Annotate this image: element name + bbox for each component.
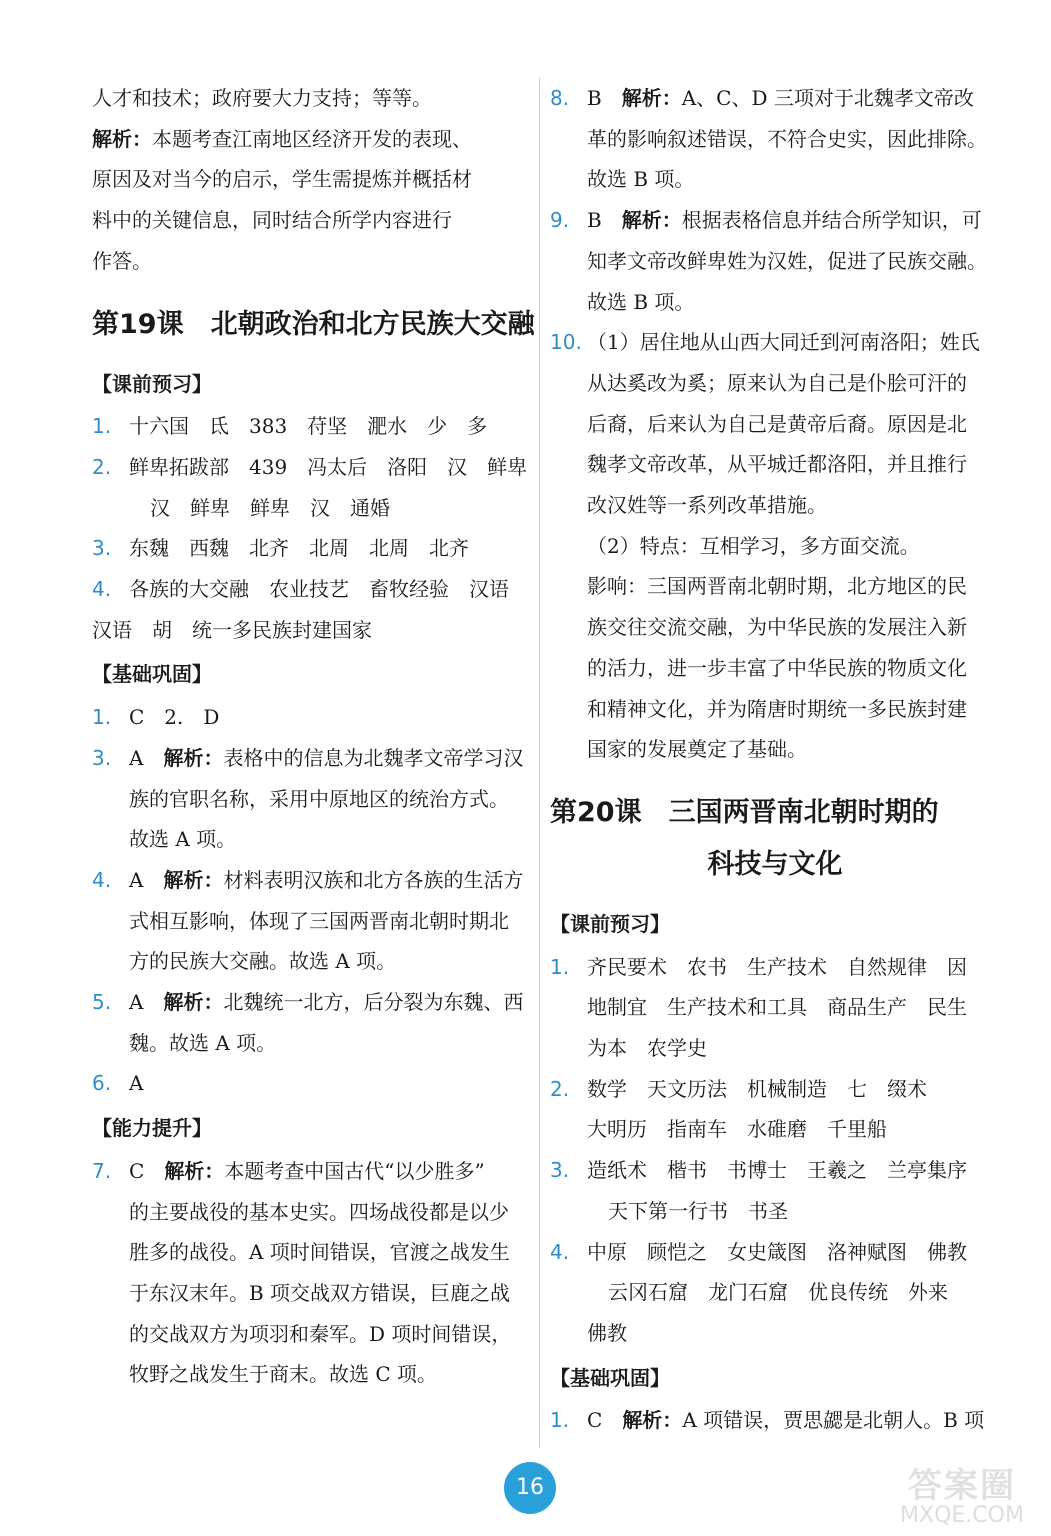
item-text: 十六国 氐 383 苻坚 淝水 少 多 [129, 414, 488, 439]
analysis-line: 知孝文帝改鲜卑姓为汉姓，促进了民族交融。 [587, 248, 987, 273]
preview-item-continued: 地制宜 生产技术和工具 商品生产 民生 [587, 995, 967, 1020]
ability-item [550, 78, 1000, 119]
item-number: 4. [92, 577, 112, 602]
item-number: 4. [92, 867, 112, 892]
answer: A [129, 867, 164, 892]
analysis-line: 革的影响叙述错误，不符合史实，因此排除。 [587, 126, 987, 151]
item-number: 1. [550, 1408, 570, 1433]
ability-item [550, 322, 1000, 363]
section-preview: 【课前预习】 [550, 911, 670, 936]
analysis-label: 解析： [621, 86, 682, 110]
analysis-text: A、C、D 三项对于北魏孝文帝改 [681, 86, 974, 110]
analysis-text: 材料表明汉族和北方各族的生活方 [223, 867, 524, 892]
item-number: 4. [550, 1239, 570, 1264]
analysis-label: 解析： [164, 1158, 225, 1183]
item-number: 7. [92, 1158, 112, 1183]
item-text: 数学 天文历法 机械制造 七 缀术 [587, 1076, 927, 1101]
preview-item [92, 569, 542, 610]
item-line: （2）特点：互相学习，多方面交流。 [587, 533, 920, 558]
item-number: 3. [92, 536, 112, 561]
watermark-logo: 答案圈 [908, 1466, 1016, 1506]
analysis-text: A 项错误，贾思勰是北朝人。B 项 [682, 1408, 985, 1433]
item-number: 6. [92, 1071, 112, 1096]
analysis-label: 解析： [92, 126, 152, 151]
answer: A [129, 990, 164, 1015]
preview-item [92, 447, 542, 488]
intro-analysis [92, 119, 542, 160]
basic-item [92, 697, 542, 738]
analysis-text: 本题考查江南地区经济开发的表现、 [152, 126, 472, 151]
item-line: 改汉姓等一系列改革措施。 [587, 493, 827, 518]
item-text: A [129, 1071, 144, 1096]
preview-item-continued: 汉语 胡 统一多民族封建国家 [92, 617, 372, 642]
item-text: 造纸术 楷书 书博士 王羲之 兰亭集序 [587, 1158, 967, 1183]
page-number: 16 [504, 1462, 556, 1514]
lesson-19-title: 第19课 北朝政治和北方民族大交融 [92, 308, 535, 340]
section-preview: 【课前预习】 [92, 371, 212, 396]
intro-line: 人才和技术；政府要大力支持；等等。 [92, 86, 432, 110]
analysis-text: 本题考查中国古代“以少胜多” [224, 1158, 485, 1183]
item-number: 1. [550, 954, 570, 979]
preview-item [550, 1232, 1000, 1273]
impact-line: 的活力，进一步丰富了中华民族的物质文化 [587, 655, 967, 680]
ability-item [550, 200, 1000, 241]
answer: A [129, 745, 164, 770]
item-text: C 2. D [129, 705, 220, 730]
item-number: 8. [550, 86, 570, 110]
preview-item [92, 406, 542, 447]
intro-line: 作答。 [92, 248, 152, 273]
analysis-label: 解析： [163, 990, 224, 1015]
answer: B [587, 86, 622, 110]
basic-item [92, 860, 542, 901]
analysis-label: 解析： [622, 1408, 683, 1433]
analysis-line: 于东汉末年。B 项交战双方错误，巨鹿之战 [129, 1280, 511, 1305]
item-text: 东魏 西魏 北齐 北周 北周 北齐 [129, 536, 469, 561]
intro-line: 原因及对当今的启示，学生需提炼并概括材 [92, 167, 472, 192]
analysis-line: 方的民族大交融。故选 A 项。 [129, 949, 397, 974]
analysis-label: 解析： [163, 867, 224, 892]
item-number: 5. [92, 990, 112, 1015]
ability-item [92, 1151, 542, 1192]
analysis-line: 故选 B 项。 [587, 289, 695, 314]
preview-item [550, 947, 1000, 988]
answer: C [129, 1158, 165, 1183]
analysis-line: 故选 B 项。 [587, 167, 695, 192]
preview-item-continued: 为本 农学史 [587, 1036, 707, 1061]
item-number: 3. [550, 1158, 570, 1183]
preview-item-continued: 天下第一行书 书圣 [608, 1198, 788, 1223]
item-number: 1. [92, 414, 112, 439]
basic-item [550, 1400, 1000, 1441]
item-text: （1）居住地从山西大同迁到河南洛阳；姓氏 [587, 330, 980, 355]
preview-item-continued: 云冈石窟 龙门石窟 优良传统 外来 [608, 1280, 948, 1305]
impact-line: 族交往交流交融，为中华民族的发展注入新 [587, 615, 967, 640]
item-line: 从达奚改为奚；原来认为自己是仆脍可汗的 [587, 370, 967, 395]
watermark-url: MXQE.COM [900, 1503, 1024, 1528]
watermark [887, 1468, 1037, 1530]
answer: B [587, 208, 622, 233]
analysis-line: 故选 A 项。 [129, 827, 237, 852]
preview-item-continued: 汉 鲜卑 鲜卑 汉 通婚 [150, 495, 390, 520]
analysis-line: 牧野之战发生于商末。故选 C 项。 [129, 1362, 438, 1387]
analysis-text: 北魏统一北方，后分裂为东魏、西 [223, 990, 524, 1015]
analysis-label: 解析： [621, 208, 682, 233]
analysis-text: 表格中的信息为北魏孝文帝学习汉 [223, 745, 524, 770]
basic-item [92, 1063, 542, 1104]
analysis-line: 族的官职名称，采用中原地区的统治方式。 [129, 786, 509, 811]
preview-item [92, 528, 542, 569]
item-number: 10. [550, 330, 582, 355]
preview-item [550, 1069, 1000, 1110]
analysis-line: 的交战双方为项羽和秦军。D 项时间错误， [129, 1321, 512, 1346]
item-number: 3. [92, 745, 112, 770]
item-line: 后裔，后来认为自己是黄帝后裔。原因是北 [587, 411, 967, 436]
section-basic: 【基础巩固】 [550, 1365, 670, 1390]
basic-item [92, 982, 542, 1023]
lesson-20-title-line2: 科技与文化 [707, 848, 843, 880]
preview-item-continued: 佛教 [587, 1320, 627, 1345]
impact-line: 和精神文化，并为隋唐时期统一多民族封建 [587, 696, 967, 721]
section-ability: 【能力提升】 [92, 1116, 212, 1141]
basic-item [92, 738, 542, 779]
answer: C [587, 1408, 623, 1433]
item-text: 中原 顾恺之 女史箴图 洛神赋图 佛教 [587, 1239, 967, 1264]
item-number: 2. [550, 1076, 570, 1101]
preview-item-continued: 大明历 指南车 水碓磨 千里船 [587, 1117, 887, 1142]
item-text: 齐民要术 农书 生产技术 自然规律 因 [587, 954, 967, 979]
section-basic: 【基础巩固】 [92, 662, 212, 687]
item-text: 各族的大交融 农业技艺 畜牧经验 汉语 [129, 577, 509, 602]
impact-line: 国家的发展奠定了基础。 [587, 737, 807, 762]
item-number: 2. [92, 454, 112, 479]
analysis-line: 式相互影响，体现了三国两晋南北朝时期北 [129, 908, 509, 933]
analysis-line: 的主要战役的基本史实。四场战役都是以少 [129, 1199, 509, 1224]
analysis-line: 胜多的战役。A 项时间错误，官渡之战发生 [129, 1240, 510, 1265]
left-column [92, 78, 542, 1395]
analysis-label: 解析： [163, 745, 224, 770]
item-text: 鲜卑拓跋部 439 冯太后 洛阳 汉 鲜卑 [129, 454, 528, 479]
analysis-line: 魏。故选 A 项。 [129, 1030, 277, 1055]
intro-line: 料中的关键信息，同时结合所学内容进行 [92, 208, 452, 233]
right-column [550, 78, 1000, 1441]
item-number: 1. [92, 705, 112, 730]
lesson-20-title: 第20课 三国两晋南北朝时期的 [550, 796, 939, 828]
item-line: 魏孝文帝改革，从平城迁都洛阳，并且推行 [587, 452, 967, 477]
item-number: 9. [550, 208, 570, 233]
preview-item [550, 1150, 1000, 1191]
analysis-text: 根据表格信息并结合所学知识，可 [681, 208, 982, 233]
impact-line: 影响：三国两晋南北朝时期，北方地区的民 [587, 574, 967, 599]
